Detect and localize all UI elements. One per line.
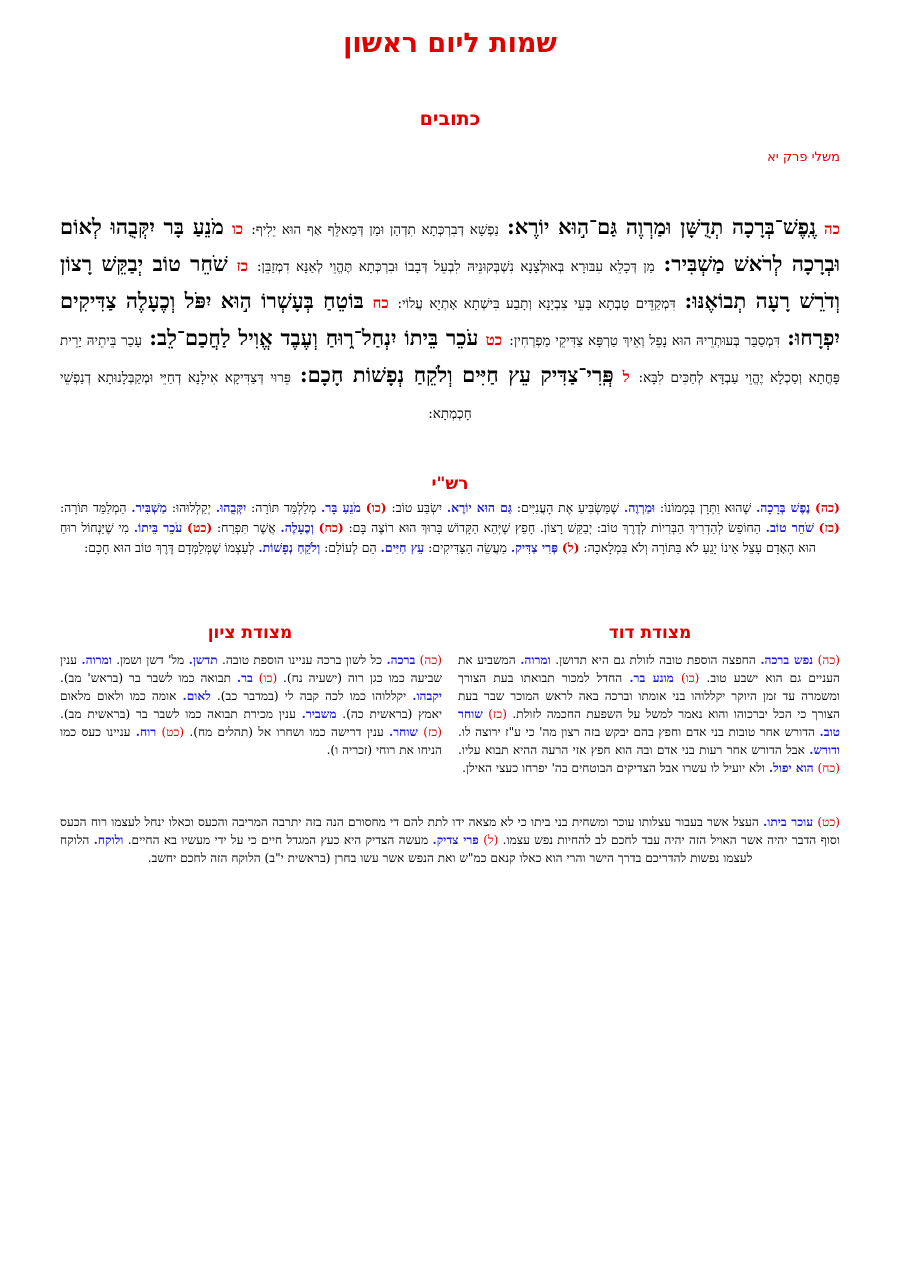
entry-text: מעשה הצדיק היא כעץ המגדל חיים כי על ידי מעשיו בא החיים.: [127, 833, 429, 847]
verse-number: ל: [622, 368, 630, 386]
page-title: שמות ליום ראשון: [343, 28, 557, 59]
entry-text: ענין דרישה כמו ושחרו אל (תהלים מח).: [189, 725, 384, 739]
entry-number: (כז): [818, 520, 840, 535]
verse-number: כה: [824, 220, 840, 238]
rashi-commentary: [60, 498, 840, 558]
verse-text: עֹכֵר בֵּיתוֹ יִנְחַל־ר֑וּחַ וְעֶבֶד אֱוִיל לַחֲכַם־לֵב:: [149, 325, 479, 350]
targum-text: דִּמְסַבַּר בְּעוּתְרֵיהּ הוּא נָפֵל וְאֵיךְ טַרְפָּא צַדִּיקֵי מַפְרְחִין:: [509, 333, 780, 349]
entry-text: יקללוהו כמו לכה קבה לי (במדבר כב).: [216, 689, 407, 703]
entry-number: (כח): [817, 761, 840, 775]
entry-lemma: מַשְׁבִּיר.: [131, 500, 168, 515]
entry-lemma: עֹכֵר בֵּיתוֹ.: [133, 520, 183, 535]
entry-text: כל לשון ברכה עניינו הוספת טובה.: [221, 653, 383, 667]
metzudat-zion-commentary: [60, 651, 442, 759]
targum-text: פֵּרוּי דְּצַדִּיקָא אִילָנָא דְחַיֵּי וּמְקַבְּלָנוּתָא דְנַפְשֵׁי חָכְמְתָא:: [60, 370, 472, 422]
entry-number: (כה): [419, 653, 442, 667]
entry-number: (כט): [161, 725, 185, 739]
entry-text: שֶׁמַּשְׂבִּיעַ אֶת הָעֲנִיִּים:: [516, 500, 620, 515]
entry-text: הדורש אחר טובות בני אדם וחפץ בהם יבקש בזה רצון מה' כי ע"ז ירוצה לו.: [458, 725, 815, 739]
entry-text: יִשְׂבַּע טוֹב:: [391, 500, 443, 515]
entry-lemma: לאום.: [182, 689, 211, 703]
entry-lemma: ולוקח.: [93, 833, 124, 847]
section-subtitle: כתובים: [419, 108, 481, 130]
entry-text: ענין שביעה כמו כגן רוה (ישעיה נח).: [60, 653, 442, 685]
entry-lemma: ברכה.: [386, 653, 416, 667]
entry-lemma: עוכר ביתו.: [763, 815, 814, 829]
entry-text: אומה כמו ולאום מלאום יאמץ (בראשית כה).: [60, 689, 442, 721]
entry-lemma: שוחר.: [389, 725, 418, 739]
verse-text: מֹנֵעַ בָּר יִקְּבֻהוּ לְאוֹם וּבְרָכָה לְרֹאשׁ מַשְׁבִּיר:: [60, 214, 840, 276]
rashi-heading: רש"י: [431, 474, 469, 494]
verse-text: נֶֽפֶשׁ־בְּרָכָה תְדֻשָּׁן וּמַרְוֶה גַּם־ה֣וּא יוֹרֶא:: [506, 214, 816, 239]
entry-text: ענין מכירת תבואה כמו לשבר בר (בראשית מב).: [60, 707, 296, 721]
entry-number: (כז): [423, 725, 442, 739]
entry-lemma: משביר.: [301, 707, 337, 721]
entry-number: (ל): [561, 540, 580, 555]
entry-lemma: מֹנֵעַ בָּר.: [320, 500, 361, 515]
entry-text: עניינו כעס כמו הניחו את רוחי (זכריה ו).: [60, 725, 442, 757]
entry-lemma: שֹׁחֵר טוֹב.: [765, 520, 814, 535]
entry-text: המשביע את העניים גם הוא ישבע טוב.: [458, 653, 840, 685]
entry-number: (כה): [815, 500, 840, 515]
entry-lemma: וְכֶעָלֶה.: [280, 520, 314, 535]
entry-text: מַעֲשֵׂה הַצַּדִּיקִים:: [428, 540, 507, 555]
verse-number: כז: [236, 257, 249, 275]
entry-lemma: הוא יפול.: [768, 761, 814, 775]
verse-text: פְּֽרִי־צַדִּיק עֵץ חַיִּים וְלֹקֵחַ נְפָשׁוֹת חָכָם:: [299, 362, 614, 387]
targum-text: נַפְשָׁא דְבִרְכְּתָא תִדְהַן וּמַן דְּמַאלֵּף אַף הוּא יֵלִיף:: [251, 222, 499, 238]
verse-number: כט: [485, 331, 503, 349]
entry-text: יְבַקֵּשׁ רָצוֹן. חָפֵץ שֶׁיְּהֵא הַקָּדוֹשׁ בָּרוּךְ הוּא רוֹצֶה בָּם:: [348, 520, 593, 535]
entry-text: מל' דשן ושמן.: [116, 653, 185, 667]
targum-text: מַן דְּכָלֵא עִבּוּרָא בְּאוּלְצָנָא נִשְׁבְּקוּנֵיהּ לִבְעֵל דְּבָבוֹ וּבִרְכְּתָא תֶּהֱוֵי לְאַנָּא דִמְזַבֵּן:: [256, 259, 655, 275]
entry-lemma: ומרוה.: [520, 653, 551, 667]
entry-lemma: תדשן.: [188, 653, 218, 667]
entry-text: תבואה כמו לשבר בר (בראש' מב).: [60, 671, 231, 685]
entry-lemma: פְּרִי צַדִּיק.: [510, 540, 558, 555]
entry-text: אבל הדורש אחר רעות בני אדם ובה הוא חפץ אזי הרעה ההיא תבוא עליו.: [458, 743, 805, 757]
entry-text: הלוקח לעצמו נפשות להדריכם בדרך הישר והרי הוא כאלו קנאם כמ"ש ואת הנפש אשר עשו בחרן (בראשית י"ב) הלוקח הזה לחכם יחשב.: [60, 833, 753, 865]
entry-lemma: בר.: [236, 671, 253, 685]
entry-text: אֲשֶׁר תִּפְרַח:: [217, 520, 276, 535]
entry-lemma: יקבהו.: [412, 689, 442, 703]
entry-lemma: שוחר טוב.: [458, 707, 840, 739]
entry-lemma: יִקְּבֻהוּ.: [215, 500, 247, 515]
entry-text: ולא יועיל לו עשרו אבל הצדיקים הבוטחים בה' יפרחו כעצי האילן.: [462, 761, 766, 775]
entry-number: (כט): [817, 815, 840, 829]
entry-lemma: נפש ברכה.: [760, 653, 814, 667]
entry-lemma: ומרוה.: [81, 653, 112, 667]
metzudat-zion-heading: מצודת ציון: [207, 623, 293, 643]
entry-lemma: עֵץ חַיִּים.: [380, 540, 425, 555]
entry-text: מִי שֶׁיַּנְחוֹל רוּחַ הוּא הָאָדָם עָצֵל אֵינוֹ יָגֵעַ לֹא בַּתּוֹרָה וְלֹא בִּמְלָאכָה:: [60, 520, 816, 555]
metzudat-david-commentary: [458, 651, 840, 777]
verse-number: כח: [372, 294, 389, 312]
entry-text: העצל אשר בעבור עצלותו עוכר ומשחית בני ביתו כי לא מצאה ידו לתת להם די מחסורם הנה בזה יתרבה המריבה והכעס וכאלו ינחל לעצמו רוח הכעס וסוף הדבר יהיה אשר האויל הזה יהיה עבד לחכם לב להחיות נפש עצמו.: [60, 815, 840, 847]
entry-lemma: וּמַרְוֶה.: [623, 500, 656, 515]
entry-lemma: וְלֹקֵחַ נְפָשׁוֹת.: [258, 540, 321, 555]
verse-text: בּוֹטֵחַ בְּעָשְׁרוֹ ה֣וּא יִפֹּל וְכֶעָלֶה צַדִּיקִים יִפְרָחוּ:: [60, 288, 840, 350]
entry-lemma: ודורש.: [809, 743, 840, 757]
entry-text: הַחוֹפֵשׂ לְהַדְרִיךְ הַבְּרִיוֹת לְדֶרֶךְ טוֹב:: [596, 520, 761, 535]
verse-number: כו: [231, 220, 244, 238]
entry-text: לְעַצְמוֹ שֶׁמְּלַמְּדָם דֶּרֶךְ טוֹב הוּא חָכָם:: [84, 540, 255, 555]
entry-lemma: גַּם הוּא יוֹרֶא.: [446, 500, 513, 515]
targum-text: עָכַר בֵּיתֵיהּ יָרֵית פָּחֳתָא וְסַכְלָא יֶהֱוֵי עַבְדָּא לְחַכִּים לִבָּא:: [60, 333, 840, 386]
metzudat-david-heading: מצודת דוד: [608, 623, 692, 643]
metzudat-david-continuation: [60, 813, 840, 867]
entry-number: (כה): [817, 653, 840, 667]
verse-text: שֹׁחֵר טוֹב יְבַקֵּשׁ רָצוֹן וְדֹרֵשׁ רָעָה תְבוֹאֶנּוּ:: [60, 251, 840, 313]
entry-number: (כח): [318, 520, 344, 535]
entry-text: שֶׁהוּא וַתְּרָן בְּמָמוֹנוֹ:: [659, 500, 752, 515]
entry-number: (כו): [680, 671, 700, 685]
entry-number: (כו): [258, 671, 278, 685]
entry-number: (כז): [488, 707, 507, 721]
targum-text: דִּמְקַדֵּים טָבְתָא בָּעֵי צִבְיָנָא וְתָבַע בִּישְׁתָא אָתְיָא עֲלוֹי:: [397, 296, 676, 312]
entry-lemma: רוח.: [135, 725, 157, 739]
entry-text: החפצה הוספת טובה לזולת גם היא תדושן.: [555, 653, 756, 667]
entry-text: החדל למכור תבואתו בעת הצורך ומשמרה עד זמן היוקר יקללוהו בני אומתו וברכה באה לראש המוכר שבר בעת הצורך כי הכל יברכוהו והוא נאמר למשל על השפעת החכמה לזולת.: [458, 671, 840, 721]
chapter-reference: משלי פרק יא: [767, 150, 840, 165]
entry-number: (כט): [187, 520, 213, 535]
entry-number: (ל): [483, 833, 499, 847]
entry-lemma: מונע בר.: [629, 671, 674, 685]
entry-text: יְקַלְלוּהוּ:: [171, 500, 211, 515]
entry-lemma: פרי צדיק.: [432, 833, 479, 847]
entry-text: הֵם לְעוֹלָם:: [324, 540, 377, 555]
entry-lemma: נֶפֶשׁ בְּרָכָה.: [755, 500, 811, 515]
entry-text: מְלַלְמֵּד תּוֹרָה:: [251, 500, 317, 515]
entry-number: (כו): [365, 500, 387, 515]
verse-block: [60, 210, 840, 431]
entry-text: הַמְלַמֵּד תּוֹרָה:: [60, 500, 127, 515]
